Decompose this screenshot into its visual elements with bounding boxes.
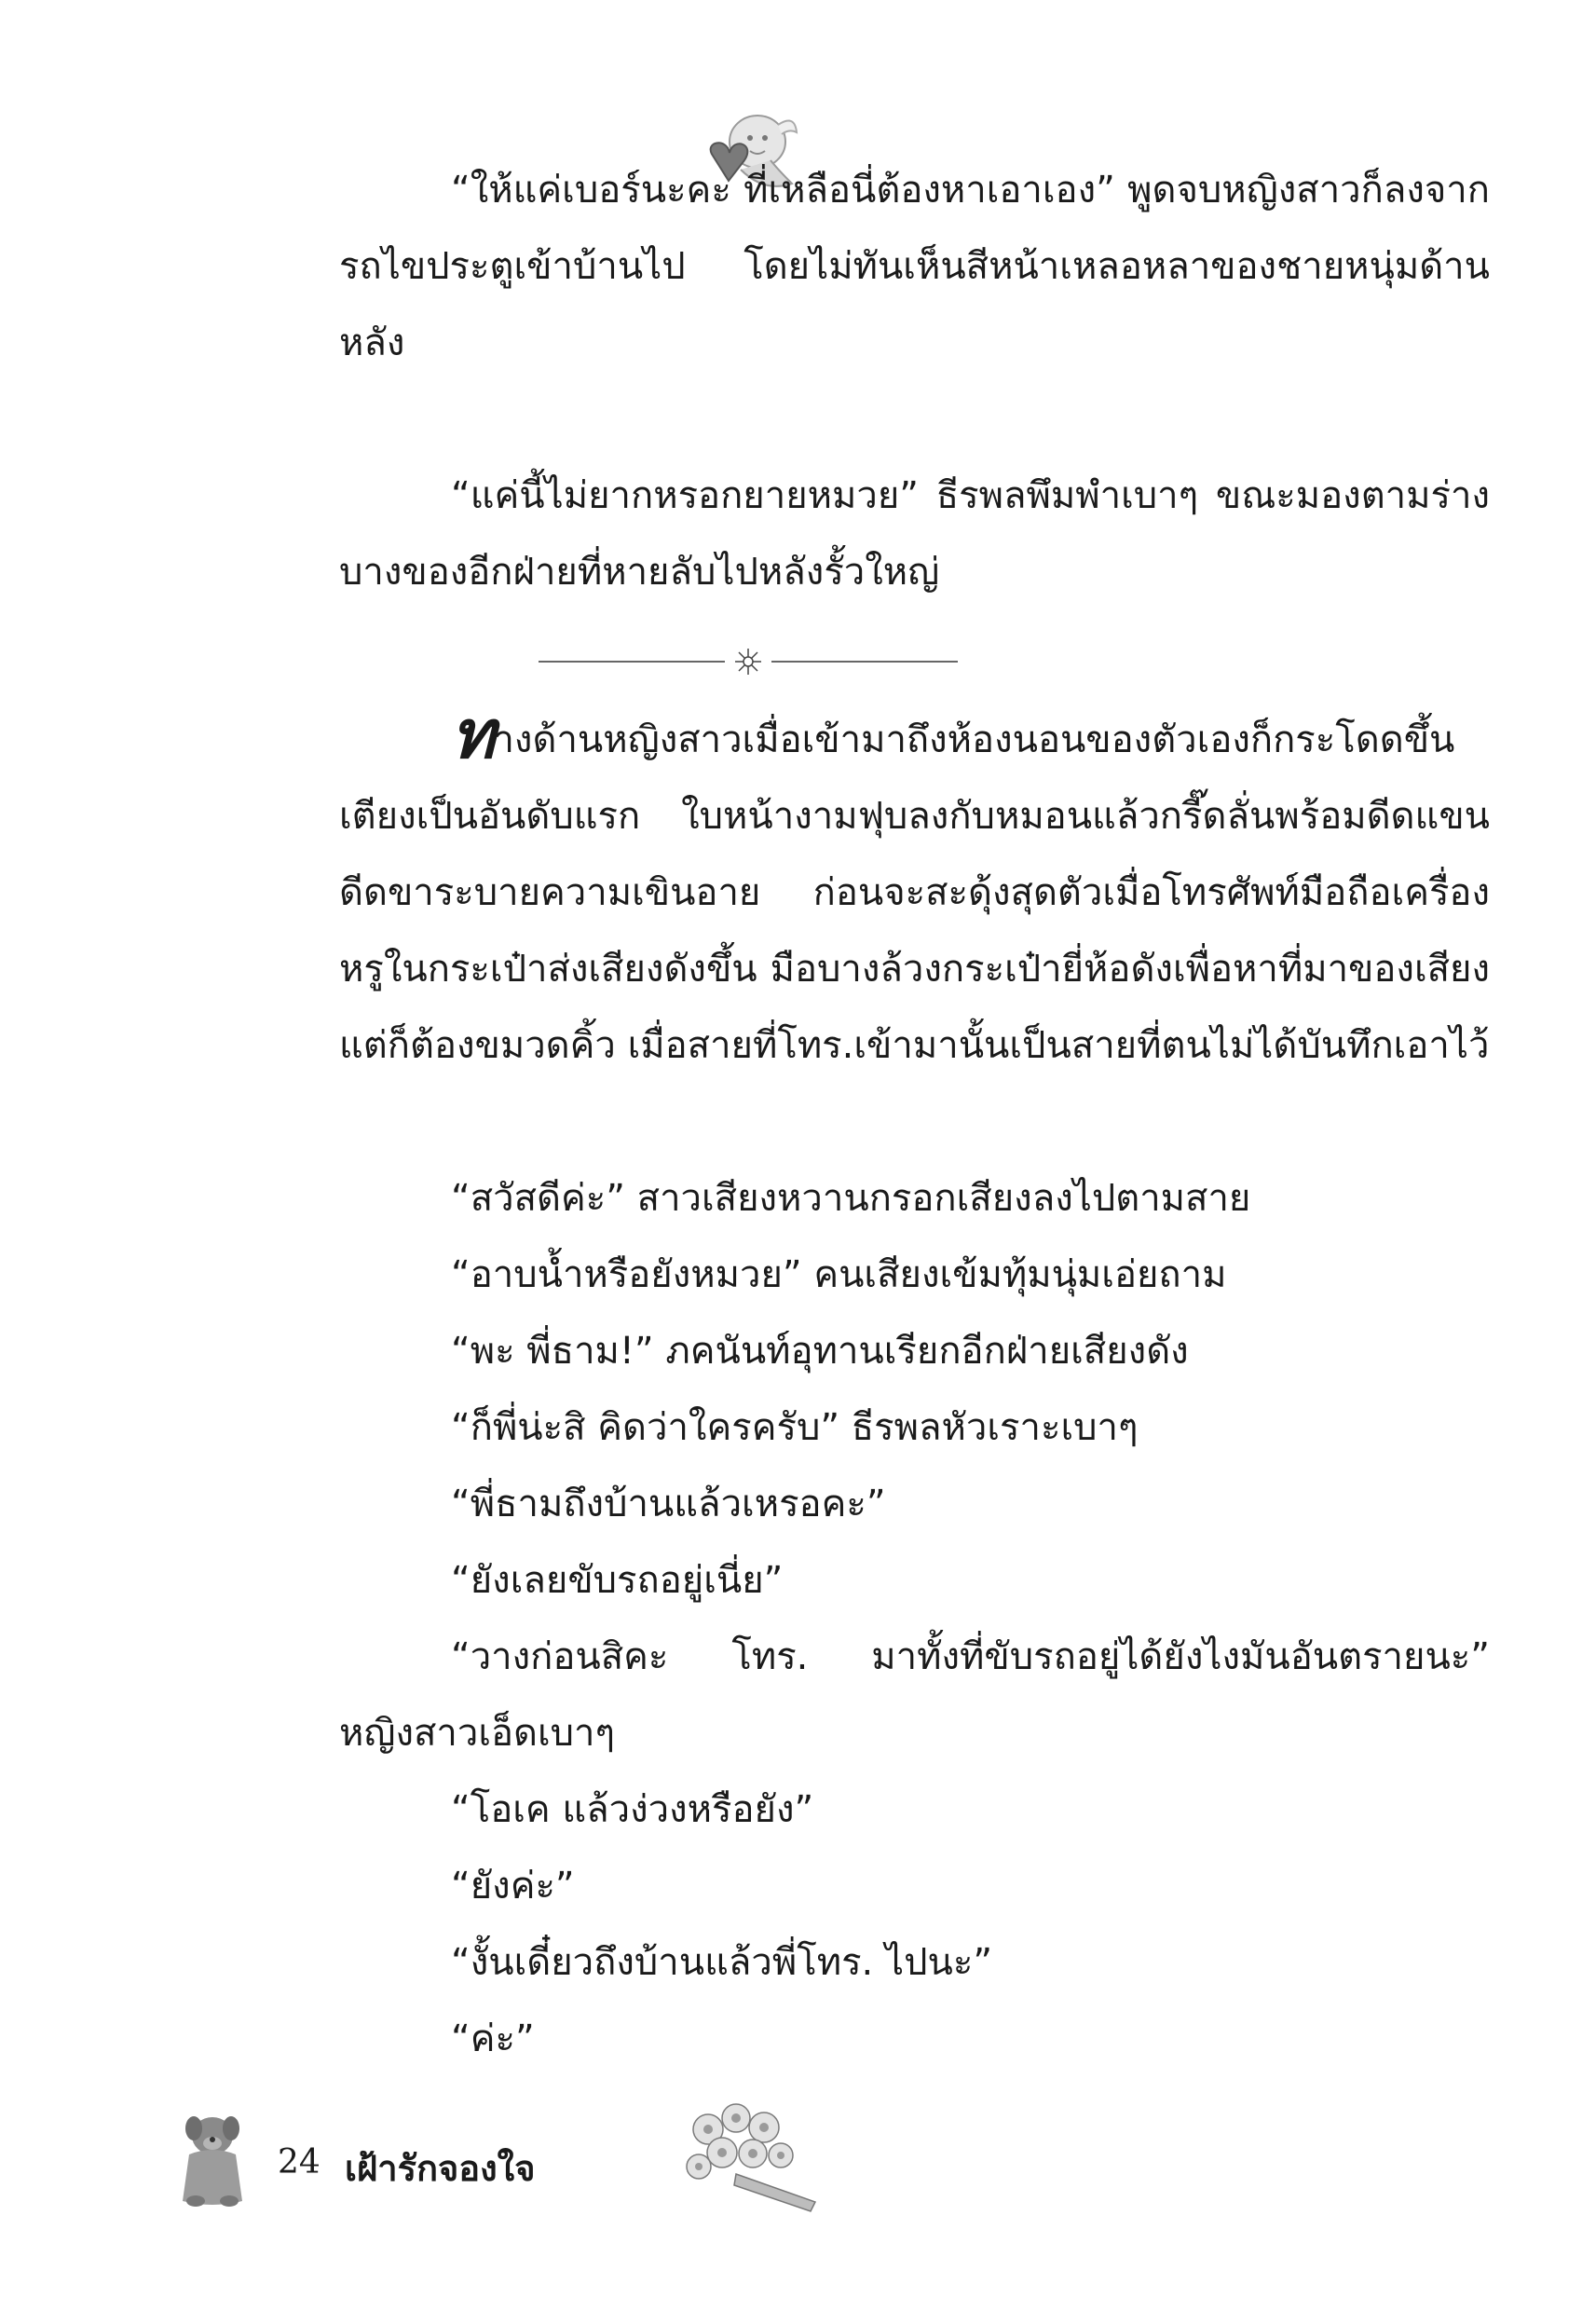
dialogue-line: “อาบน้ำหรือยังหมวย” คนเสียงเข้มทุ้มนุ่มเอ่ยถาม: [451, 1253, 1227, 1296]
dialogue-line: “พะ พี่ธาม!” ภคนันท์อุทานเรียกอีกฝ่ายเสียงดัง: [451, 1330, 1189, 1373]
dialogue-line: “ค่ะ”: [451, 2017, 535, 2060]
dialogue-line: “ยังค่ะ”: [451, 1865, 575, 1908]
page-number: 24: [278, 2143, 321, 2181]
paragraph: “แค่นี้ไม่ยากหรอกยายหมวย” ธีรพลพึมพำเบาๆ ขณะมองตามร่างบางของอีกฝ่ายที่หายลับไปหลังรั้วใหญ่: [339, 474, 1490, 594]
dialogue-line: “ยังเลยขับรถอยู่เนี่ย”: [451, 1559, 784, 1602]
section-divider: [539, 643, 958, 680]
paragraph: [339, 694, 1490, 1084]
dialogue-line: “พี่ธามถึงบ้านแล้วเหรอคะ”: [451, 1483, 886, 1525]
book-title: เฝ้ารักจองใจ: [345, 2148, 536, 2189]
dialogue-line: หญิงสาวเอ็ดเบาๆ: [339, 1712, 615, 1755]
drop-cap: ท: [451, 694, 494, 773]
dialogue-line: “วางก่อนสิคะ โทร. มาทั้งที่ขับรถอยู่ได้ยังไงมันอันตรายนะ”: [451, 1635, 1490, 1678]
dog-icon: [166, 2108, 259, 2210]
dialogue-line: “สวัสดีค่ะ” สาวเสียงหวานกรอกเสียงลงไปตามสาย: [451, 1177, 1251, 1220]
dialogue-line: “ก็พี่น่ะสิ คิดว่าใครครับ” ธีรพลหัวเราะเบาๆ: [451, 1406, 1139, 1449]
dialogue-line: “โอเค แล้วง่วงหรือยัง”: [451, 1788, 814, 1831]
flower-bouquet-icon: [671, 2092, 829, 2218]
dialogue-line: “งั้นเดี๋ยวถึงบ้านแล้วพี่โทร. ไปนะ”: [451, 1941, 993, 1984]
paragraph: “ให้แค่เบอร์นะคะ ที่เหลือนี่ต้องหาเอาเอง” พูดจบหญิงสาวก็ลงจากรถไขประตูเข้าบ้านไป โดยไม่ทันเห็นสีหน้าเหลอหลาของชายหนุ่มด้านหลัง: [339, 169, 1490, 364]
paragraph-text: างด้านหญิงสาวเมื่อเข้ามาถึงห้องนอนของตัวเองก็กระโดดขึ้นเตียงเป็นอันดับแรก ใบหน้างามฟุบลงกับหมอนแล้วกรี๊ดลั่นพร้อมดีดแขนดีดขาระบายความเขินอาย ก่อนจะสะดุ้งสุดตัวเมื่อโทรศัพท์มือถือเครื่องหรูในกระเป๋าส่งเสียงดังขึ้น มือบางล้วงกระเป๋ายี่ห้อดังเพื่อหาที่มาของเสียงแต่ก็ต้องขมวดคิ้ว เมื่อสายที่โทร.เข้ามานั้นเป็นสายที่ตนไม่ได้บันทึกเอาไว้: [339, 718, 1490, 1067]
